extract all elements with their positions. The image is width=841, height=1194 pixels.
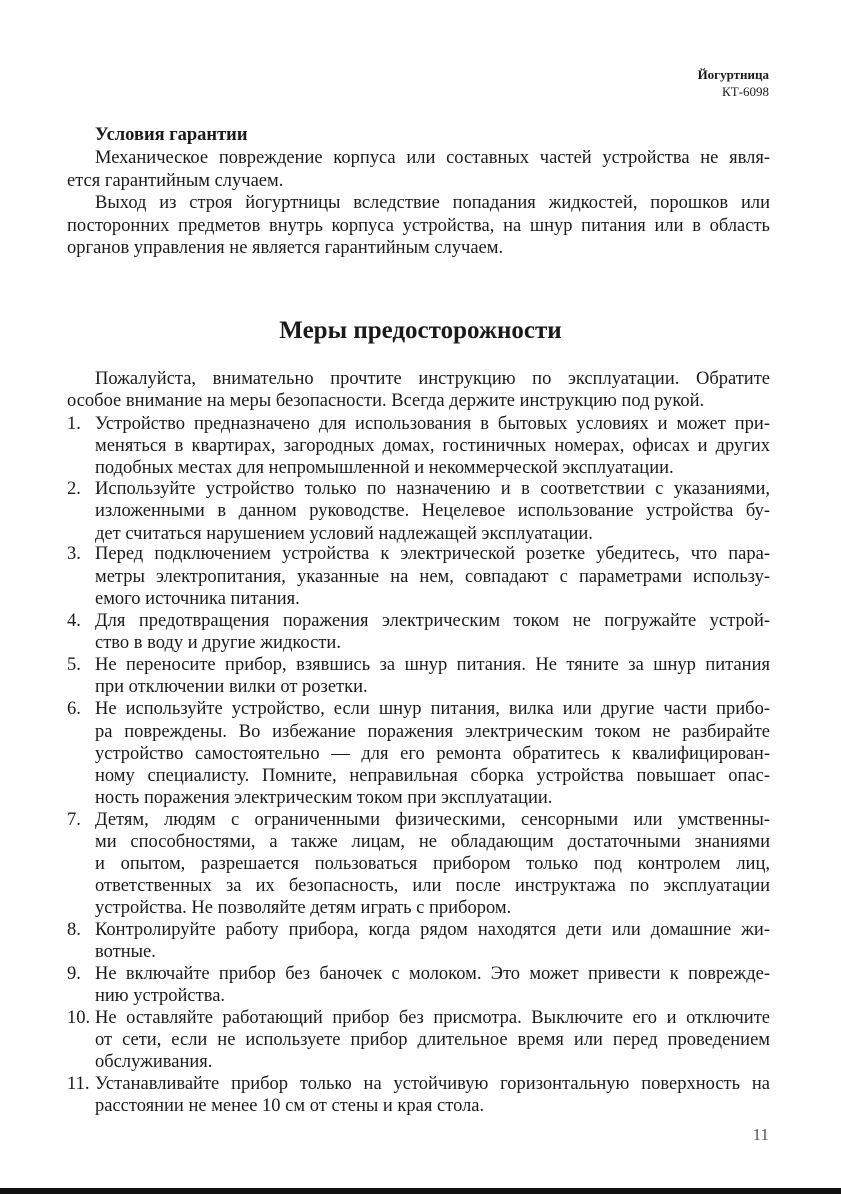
item-line: и опытом, разрешается пользоваться прибором только под контролем лиц,: [95, 854, 770, 874]
item-line: ра повреждены. Во избежание поражения электрическим током не разбирайте: [95, 722, 770, 742]
item-number: 3.: [67, 544, 81, 564]
item-line: меняться в квартирах, загородных домах, гостиничных номерах, офисах и других: [95, 436, 770, 456]
item-line: расстоянии не менее 10 см от стены и края стола.: [95, 1096, 485, 1116]
text-line: Механическое повреждение корпуса или составных частей устройства не явля-: [95, 148, 770, 168]
item-number: 1.: [67, 414, 81, 434]
item-number: 2.: [67, 479, 81, 499]
item-line: Для предотвращения поражения электрическим током не погружайте устрой-: [95, 611, 770, 631]
item-line: Перед подключением устройства к электрической розетке убедитесь, что пара-: [95, 544, 770, 564]
item-line: при отключении вилки от розетки.: [95, 677, 368, 697]
item-line: устройство самостоятельно — для его ремонта обратитесь к квалифицирован-: [95, 744, 770, 764]
item-line: Устанавливайте прибор только на устойчивую горизонтальную поверхность на: [95, 1074, 770, 1094]
item-line: обслуживания.: [95, 1052, 213, 1072]
header-product: Йогуртница: [697, 67, 769, 82]
item-line: ство в воду и другие жидкости.: [95, 633, 341, 653]
item-line: Контролируйте работу прибора, когда рядом находятся дети или домашние жи-: [95, 920, 770, 940]
item-line: ми способностями, а также лицам, не обладающим достаточными знаниями: [95, 832, 770, 852]
intro-line: особое внимание на меры безопасности. Всегда держите инструкцию под рукой.: [67, 391, 705, 411]
running-header: [698, 66, 769, 100]
item-line: Не переносите прибор, взявшись за шнур питания. Не тяните за шнур питания: [95, 655, 770, 675]
item-line: вотные.: [95, 942, 156, 962]
section-title: Меры предосторожности: [279, 317, 562, 344]
item-line: Используйте устройство только по назначению и в соответствии с указаниями,: [95, 479, 770, 499]
item-line: дет считаться нарушением условий надлежащей эксплуатации.: [95, 524, 593, 544]
intro-line: Пожалуйста, внимательно прочтите инструкцию по эксплуатации. Обратите: [95, 369, 770, 389]
item-line: Не включайте прибор без баночек с молоком. Это может привести к поврежде-: [95, 964, 770, 984]
header-model: КТ-6098: [722, 84, 769, 99]
item-number: 7.: [67, 810, 81, 830]
item-line: от сети, если не используете прибор длительное время или перед проведением: [95, 1030, 770, 1050]
item-line: Не используйте устройство, если шнур питания, вилка или другие части прибо-: [95, 699, 770, 719]
item-number: 6.: [67, 699, 81, 719]
warranty-heading: Условия гарантии: [95, 125, 248, 145]
page-number: 11: [752, 1125, 769, 1144]
item-line: нию устройства.: [95, 986, 226, 1006]
text-line: ется гарантийным случаем.: [67, 171, 284, 191]
text-line: органов управления не является гарантийным случаем.: [67, 238, 504, 258]
item-line: Не оставляйте работающий прибор без присмотра. Выключите его и отключите: [95, 1008, 770, 1028]
item-line: Детям, людям с ограниченными физическими, сенсорными или умственны-: [95, 810, 770, 830]
text-line: Выход из строя йогуртницы вследствие попадания жидкостей, порошков или: [95, 193, 770, 213]
item-number: 10.: [67, 1008, 91, 1028]
item-line: Устройство предназначено для использования в бытовых условиях и может при-: [95, 414, 770, 434]
item-number: 8.: [67, 920, 81, 940]
item-number: 9.: [67, 964, 81, 984]
item-line: изложенными в данном руководстве. Нецелевое использование устройства бу-: [95, 501, 770, 521]
item-line: ность поражения электрическим током при эксплуатации.: [95, 788, 553, 808]
item-line: подобных местах для непромышленной и некоммерческой эксплуатации.: [95, 458, 674, 478]
bottom-border: [0, 1188, 841, 1194]
item-line: устройства. Не позволяйте детям играть с прибором.: [95, 898, 512, 918]
item-number: 4.: [67, 611, 81, 631]
item-line: метры электропитания, указанные на нем, совпадают с параметрами использу-: [95, 567, 770, 587]
item-line: ному специалисту. Помните, неправильная сборка устройства повышает опас-: [95, 766, 770, 786]
text-line: посторонних предметов внутрь корпуса устройства, на шнур питания или в область: [67, 216, 770, 236]
item-number: 11.: [67, 1074, 90, 1094]
item-line: ответственных за их безопасность, или после инструктажа по эксплуатации: [95, 876, 770, 896]
item-line: емого источника питания.: [95, 589, 300, 609]
item-number: 5.: [67, 655, 81, 675]
